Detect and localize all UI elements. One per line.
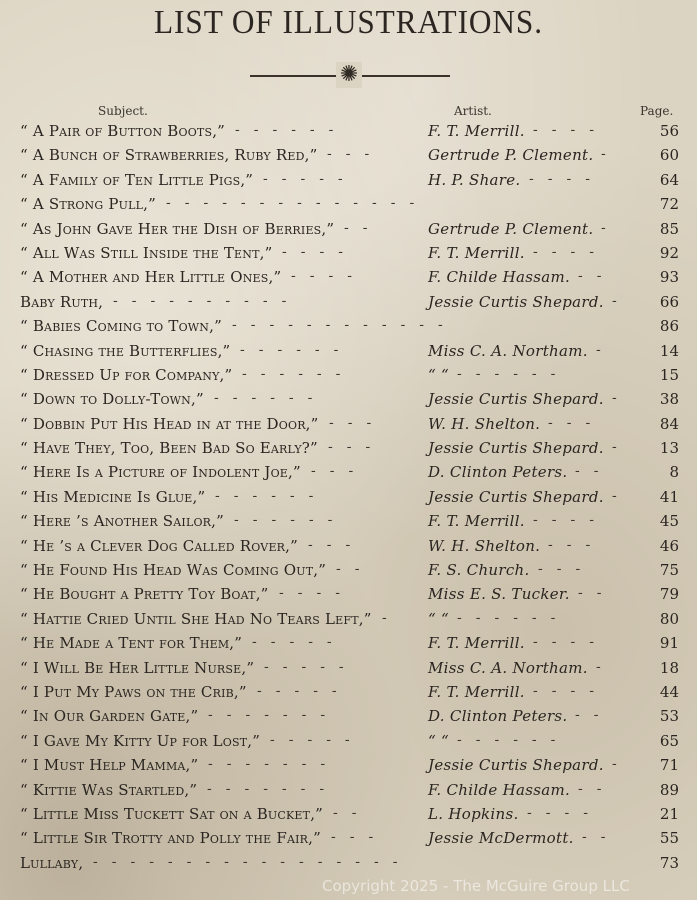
leader-dashes: ------ (235, 122, 348, 138)
list-item (0, 683, 697, 707)
leader-dashes: ------ (240, 341, 353, 358)
illustration-subject: “ Dobbin Put His Head in at the Door,” (20, 414, 319, 433)
illustration-subject: “ Kittie Was Startled,” (20, 780, 198, 799)
list-item (0, 561, 697, 585)
illustration-page-number: 38 (659, 390, 679, 409)
illustration-artist: L. Hopkins. (428, 804, 519, 823)
list-item (0, 293, 697, 317)
list-item (0, 463, 697, 487)
list-item (0, 732, 697, 756)
leader-dashes: -- (578, 585, 616, 602)
illustration-artist: Jessie Curtis Shepard. (428, 439, 604, 458)
illustration-subject: “ Little Sir Trotty and Polly the Fair,” (20, 829, 321, 848)
leader-dashes: ---------- (113, 292, 301, 309)
illustration-page-number: 56 (659, 122, 679, 140)
leader-dashes: --- (308, 536, 365, 553)
illustration-page-number: 80 (659, 609, 679, 628)
leader-dashes: -- (336, 561, 374, 578)
illustration-subject: “ A Strong Pull,” (20, 195, 156, 214)
list-item (0, 268, 697, 292)
illustration-subject: “ Dressed Up for Company,” (20, 365, 233, 384)
list-item (0, 220, 697, 244)
leader-dashes: ---- (291, 268, 366, 285)
leader-dashes: - (382, 609, 401, 626)
illustration-page-number: 79 (659, 585, 679, 604)
leader-dashes: --- (311, 463, 368, 480)
illustration-subject: “ A Family of Ten Little Pigs,” (20, 170, 254, 189)
list-item (0, 512, 697, 536)
illustration-artist: Jessie Curtis Shepard. (428, 292, 604, 311)
list-item (0, 537, 697, 561)
list-item (0, 439, 697, 463)
leader-dashes: ------- (208, 756, 340, 773)
illustration-subject: “ He Bought a Pretty Toy Boat,” (20, 585, 269, 604)
column-header-page: Page. (640, 104, 674, 118)
leader-dashes: - (596, 341, 615, 358)
illustration-subject: “ I Gave My Kitty Up for Lost,” (20, 731, 261, 750)
leader-dashes: -- (582, 829, 620, 846)
illustration-page-number: 45 (659, 512, 679, 531)
illustration-artist: “ “ (428, 609, 450, 628)
illustration-page-number: 86 (659, 317, 679, 336)
leader-dashes: ------------ (232, 317, 457, 334)
illustration-artist: Jessie Curtis Shepard. (428, 756, 604, 775)
illustration-subject: “ In Our Garden Gate,” (20, 707, 199, 726)
leader-dashes: -- (575, 707, 613, 724)
leader-dashes: - (612, 390, 631, 407)
list-item (0, 829, 697, 853)
illustration-page-number: 18 (659, 658, 679, 677)
list-item (0, 415, 697, 439)
leader-dashes: -------------- (166, 195, 429, 212)
leader-dashes: ---- (533, 512, 608, 529)
list-item (0, 805, 697, 829)
list-item (0, 122, 697, 146)
list-item (0, 195, 697, 219)
leader-dashes: --- (327, 146, 384, 163)
leader-dashes: ----------------- (93, 853, 412, 870)
leader-dashes: ------- (208, 707, 340, 724)
column-header-artist: Artist. (454, 104, 492, 118)
leader-dashes: ------ (214, 390, 327, 407)
list-item (0, 610, 697, 634)
list-item (0, 171, 697, 195)
illustration-subject: Lullaby, (20, 853, 84, 872)
illustration-page-number: 64 (659, 170, 679, 189)
list-item (0, 488, 697, 512)
leader-dashes: ----- (264, 658, 358, 675)
column-header-subject: Subject. (98, 104, 148, 118)
list-item (0, 634, 697, 658)
illustration-subject: “ I Must Help Mamma,” (20, 756, 199, 775)
illustration-subject: “ Have They, Too, Been Bad So Early?” (20, 439, 318, 458)
illustration-page-number: 93 (659, 268, 679, 287)
illustration-artist: F. S. Church. (428, 561, 530, 580)
illustration-page-number: 21 (659, 804, 679, 823)
leader-dashes: ----- (257, 682, 351, 699)
illustration-page-number: 66 (659, 292, 679, 311)
leader-dashes: ---- (529, 170, 604, 187)
illustration-page-number: 14 (659, 341, 679, 360)
leader-dashes: --- (329, 414, 386, 431)
illustration-page-number: 92 (659, 243, 679, 262)
illustration-page-number: 41 (659, 487, 679, 506)
illustration-subject: “ Down to Dolly-Town,” (20, 390, 204, 409)
illustration-artist: F. T. Merrill. (428, 512, 525, 531)
leader-dashes: - (601, 219, 620, 236)
list-item (0, 244, 697, 268)
illustration-subject: “ Chasing the Butterflies,” (20, 341, 231, 360)
illustration-subject: Baby Ruth, (20, 292, 104, 311)
illustration-subject: “ Here ’s Another Sailor,” (20, 512, 224, 531)
illustration-artist: Jessie McDermott. (428, 829, 574, 848)
leader-dashes: ---- (279, 585, 354, 602)
leader-dashes: --- (331, 829, 388, 846)
leader-dashes: - (612, 439, 631, 456)
illustration-subject: “ As John Gave Her the Dish of Berries,” (20, 219, 335, 238)
illustration-page-number: 53 (659, 707, 679, 726)
leader-dashes: -- (344, 219, 382, 236)
leader-dashes: ---- (533, 122, 608, 138)
illustration-subject: “ Little Miss Tuckett Sat on a Bucket,” (20, 804, 324, 823)
leader-dashes: -- (578, 780, 616, 797)
illustration-subject: “ A Pair of Button Boots,” (20, 122, 226, 140)
leader-dashes: ------ (215, 487, 328, 504)
illustration-subject: “ A Bunch of Strawberries, Ruby Red,” (20, 146, 318, 165)
illustration-page-number: 72 (659, 195, 679, 214)
leader-dashes: ----- (252, 634, 346, 651)
illustration-artist: Jessie Curtis Shepard. (428, 390, 604, 409)
leader-dashes: ---- (533, 634, 608, 651)
illustration-artist: Miss C. A. Northam. (428, 341, 588, 360)
leader-dashes: ------ (242, 365, 355, 382)
illustration-subject: “ I Will Be Her Little Nurse,” (20, 658, 255, 677)
list-item (0, 854, 697, 878)
leader-dashes: ---- (282, 243, 357, 260)
leader-dashes: -- (578, 268, 616, 285)
illustration-artist: “ “ (428, 731, 450, 750)
leader-dashes: ------ (457, 609, 570, 626)
leader-dashes: ------ (457, 731, 570, 748)
illustration-artist: Jessie Curtis Shepard. (428, 487, 604, 506)
illustration-artist: F. T. Merrill. (428, 243, 525, 262)
illustration-page-number: 91 (659, 634, 679, 653)
leader-dashes: ---- (527, 804, 602, 821)
leader-dashes: --- (328, 439, 385, 456)
illustrations-list (0, 122, 697, 878)
list-item (0, 366, 697, 390)
copyright-watermark: Copyright 2025 - The McGuire Group LLC (322, 877, 630, 895)
illustration-artist: Miss E. S. Tucker. (428, 585, 570, 604)
page-title: LIST OF ILLUSTRATIONS. (154, 4, 543, 41)
illustration-artist: Gertrude P. Clement. (428, 219, 594, 238)
leader-dashes: -- (333, 804, 371, 821)
list-item (0, 390, 697, 414)
leader-dashes: ------ (457, 365, 570, 382)
illustration-page-number: 15 (659, 365, 679, 384)
illustration-artist: F. Childe Hassam. (428, 780, 571, 799)
leader-dashes: --- (548, 536, 605, 553)
illustration-page-number: 44 (659, 682, 679, 701)
leader-dashes: ---- (533, 243, 608, 260)
illustration-artist: D. Clinton Peters. (428, 707, 568, 726)
illustration-page-number: 71 (659, 756, 679, 775)
leader-dashes: ----- (263, 170, 357, 187)
illustration-subject: “ Hattie Cried Until She Had No Tears Left,” (20, 609, 372, 628)
illustration-subject: “ He ’s a Clever Dog Called Rover,” (20, 536, 298, 555)
illustration-page-number: 13 (659, 439, 679, 458)
illustration-subject: “ Babies Coming to Town,” (20, 317, 222, 336)
leader-dashes: ---- (533, 682, 608, 699)
illustration-page-number: 8 (669, 463, 679, 482)
illustration-page-number: 46 (659, 536, 679, 555)
illustration-artist: F. Childe Hassam. (428, 268, 571, 287)
illustration-artist: “ “ (428, 365, 450, 384)
leader-dashes: ------- (207, 780, 339, 797)
illustration-page-number: 55 (659, 829, 679, 848)
illustration-page-number: 85 (659, 219, 679, 238)
leader-dashes: ----- (270, 731, 364, 748)
list-item (0, 146, 697, 170)
illustration-subject: “ He Made a Tent for Them,” (20, 634, 243, 653)
illustration-artist: F. T. Merrill. (428, 634, 525, 653)
leader-dashes: --- (538, 561, 595, 578)
illustration-subject: “ A Mother and Her Little Ones,” (20, 268, 282, 287)
illustration-artist: F. T. Merrill. (428, 122, 525, 140)
illustration-artist: F. T. Merrill. (428, 682, 525, 701)
illustration-page-number: 60 (659, 146, 679, 165)
illustration-page-number: 75 (659, 561, 679, 580)
leader-dashes: - (612, 487, 631, 504)
illustration-artist: H. P. Share. (428, 170, 521, 189)
leader-dashes: --- (548, 414, 605, 431)
illustration-page-number: 84 (659, 414, 679, 433)
illustration-page-number: 89 (659, 780, 679, 799)
list-item (0, 781, 697, 805)
illustration-subject: “ He Found His Head Was Coming Out,” (20, 561, 327, 580)
leader-dashes: ------ (234, 512, 347, 529)
leader-dashes: - (596, 658, 615, 675)
list-item (0, 756, 697, 780)
illustration-artist: Gertrude P. Clement. (428, 146, 594, 165)
list-item (0, 317, 697, 341)
illustration-artist: W. H. Shelton. (428, 414, 541, 433)
leader-dashes: - (601, 146, 620, 163)
ornament-icon: ✺ (336, 62, 362, 88)
illustration-subject: “ His Medicine Is Glue,” (20, 487, 206, 506)
illustration-page-number: 65 (659, 731, 679, 750)
illustration-subject: “ Here Is a Picture of Indolent Joe,” (20, 463, 301, 482)
illustration-subject: “ I Put My Paws on the Crib,” (20, 682, 247, 701)
leader-dashes: - (612, 756, 631, 773)
illustration-artist: W. H. Shelton. (428, 536, 541, 555)
list-item (0, 659, 697, 683)
illustration-artist: Miss C. A. Northam. (428, 658, 588, 677)
illustration-page-number: 73 (659, 853, 679, 872)
illustration-subject: “ All Was Still Inside the Tent,” (20, 243, 273, 262)
leader-dashes: -- (575, 463, 613, 480)
list-item (0, 585, 697, 609)
leader-dashes: - (612, 292, 631, 309)
list-item (0, 342, 697, 366)
list-item (0, 707, 697, 731)
illustration-artist: D. Clinton Peters. (428, 463, 568, 482)
